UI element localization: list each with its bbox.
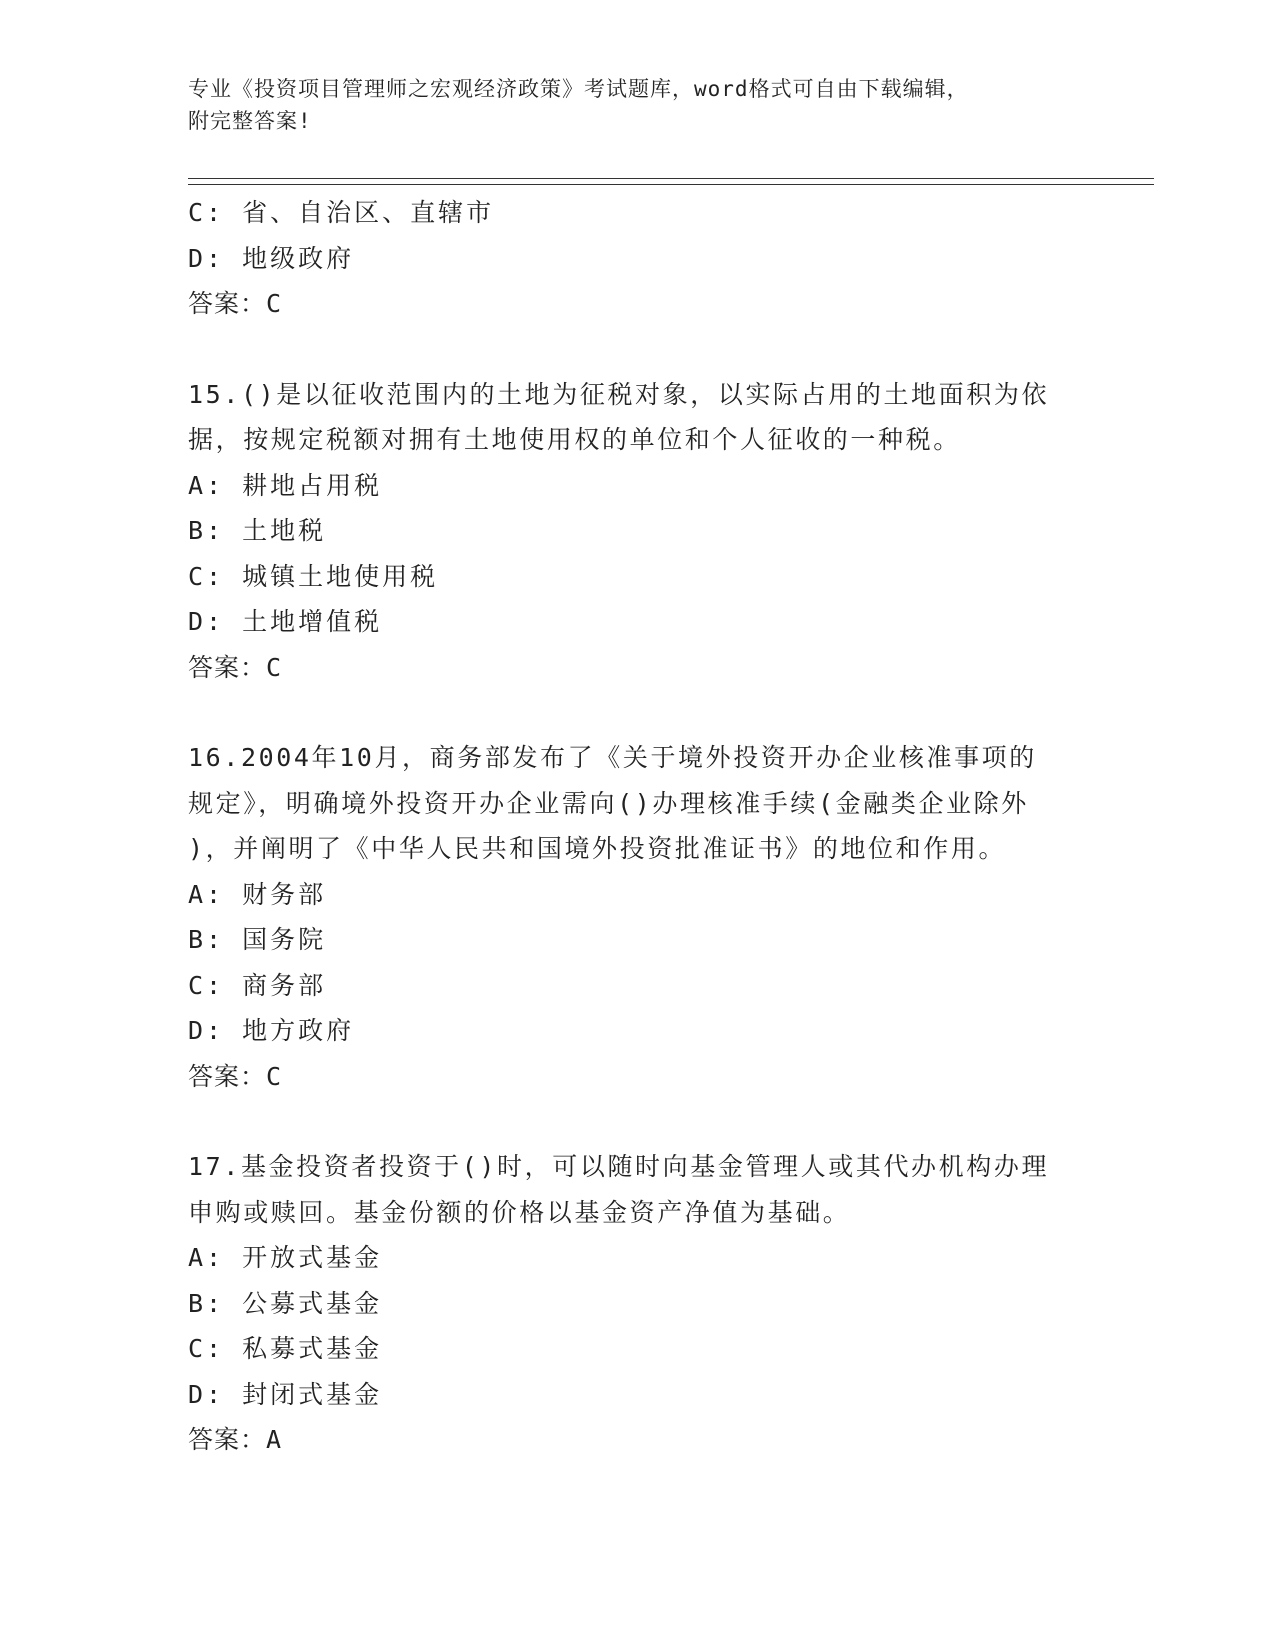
option-text: 私募式基金 (242, 1334, 383, 1363)
answer: 答案：C (188, 1061, 283, 1091)
option-c (188, 1326, 1088, 1372)
option-a (188, 872, 1088, 918)
option-b (188, 1281, 1088, 1327)
option-c (188, 554, 1088, 600)
option-label: C: (188, 561, 225, 591)
option-label: D: (188, 243, 225, 273)
option-d (188, 1372, 1088, 1418)
header-divider-top (188, 178, 1154, 179)
option-text: 地方政府 (242, 1016, 355, 1045)
question-14-continuation (188, 190, 1088, 327)
option-a (188, 1235, 1088, 1281)
option-label: C: (188, 1334, 225, 1363)
option-label: B: (188, 925, 225, 954)
answer: 答案：C (188, 652, 283, 682)
document-header (188, 73, 1068, 137)
header-line-1: 专业《投资项目管理师之宏观经济政策》考试题库，word格式可自由下载编辑， (188, 77, 969, 101)
question-17 (188, 1144, 1088, 1463)
stem-line: 15.()是以征收范围内的土地为征税对象，以实际占用的土地面积为依 (188, 379, 1050, 409)
stem-line: 申购或赎回。基金份额的价格以基金资产净值为基础。 (188, 1197, 851, 1227)
stem-line: 规定》，明确境外投资开办企业需向()办理核准手续(金融类企业除外 (188, 788, 1029, 818)
question-stem (188, 1144, 1088, 1235)
option-label: A: (188, 470, 225, 500)
option-text: 财务部 (242, 879, 327, 909)
option-text: 国务院 (242, 925, 327, 954)
answer: 答案：A (188, 1425, 283, 1454)
option-text: 省、自治区、直辖市 (242, 198, 495, 227)
option-d (188, 599, 1088, 645)
option-text: 封闭式基金 (242, 1379, 383, 1409)
stem-line: )，并阐明了《中华人民共和国境外投资批准证书》的地位和作用。 (188, 834, 1007, 863)
option-a (188, 463, 1088, 509)
option-b (188, 508, 1088, 554)
option-b (188, 917, 1088, 963)
option-label: D: (188, 607, 225, 636)
option-label: D: (188, 1016, 225, 1045)
option-text: 公募式基金 (242, 1288, 383, 1318)
header-divider-bottom (188, 184, 1154, 185)
question-spacer (188, 690, 1088, 735)
option-label: C: (188, 198, 225, 227)
option-text: 城镇土地使用税 (242, 561, 439, 591)
option-label: B: (188, 516, 225, 545)
option-text: 土地税 (242, 516, 327, 545)
question-stem (188, 735, 1088, 872)
stem-line: 17.基金投资者投资于()时，可以随时向基金管理人或其代办机构办理 (188, 1152, 1050, 1181)
question-16 (188, 735, 1088, 1099)
option-label: D: (188, 1379, 225, 1409)
option-d (188, 236, 1088, 282)
option-c (188, 963, 1088, 1009)
answer: 答案：C (188, 289, 283, 318)
option-text: 开放式基金 (242, 1243, 383, 1272)
question-stem (188, 372, 1088, 463)
stem-line: 16.2004年10月，商务部发布了《关于境外投资开办企业核准事项的 (188, 743, 1037, 772)
option-label: A: (188, 879, 225, 909)
option-label: A: (188, 1243, 225, 1272)
option-label: B: (188, 1288, 225, 1318)
question-list (188, 190, 1088, 1463)
option-c (188, 190, 1088, 236)
option-text: 土地增值税 (242, 607, 383, 636)
question-spacer (188, 1099, 1088, 1144)
option-d (188, 1008, 1088, 1054)
option-text: 地级政府 (242, 243, 355, 273)
option-text: 商务部 (242, 970, 327, 1000)
stem-line: 据，按规定税额对拥有土地使用权的单位和个人征收的一种税。 (188, 425, 961, 454)
option-text: 耕地占用税 (242, 470, 383, 500)
header-line-2: 附完整答案! (188, 109, 312, 133)
question-spacer (188, 327, 1088, 372)
option-label: C: (188, 970, 225, 1000)
question-15 (188, 372, 1088, 691)
